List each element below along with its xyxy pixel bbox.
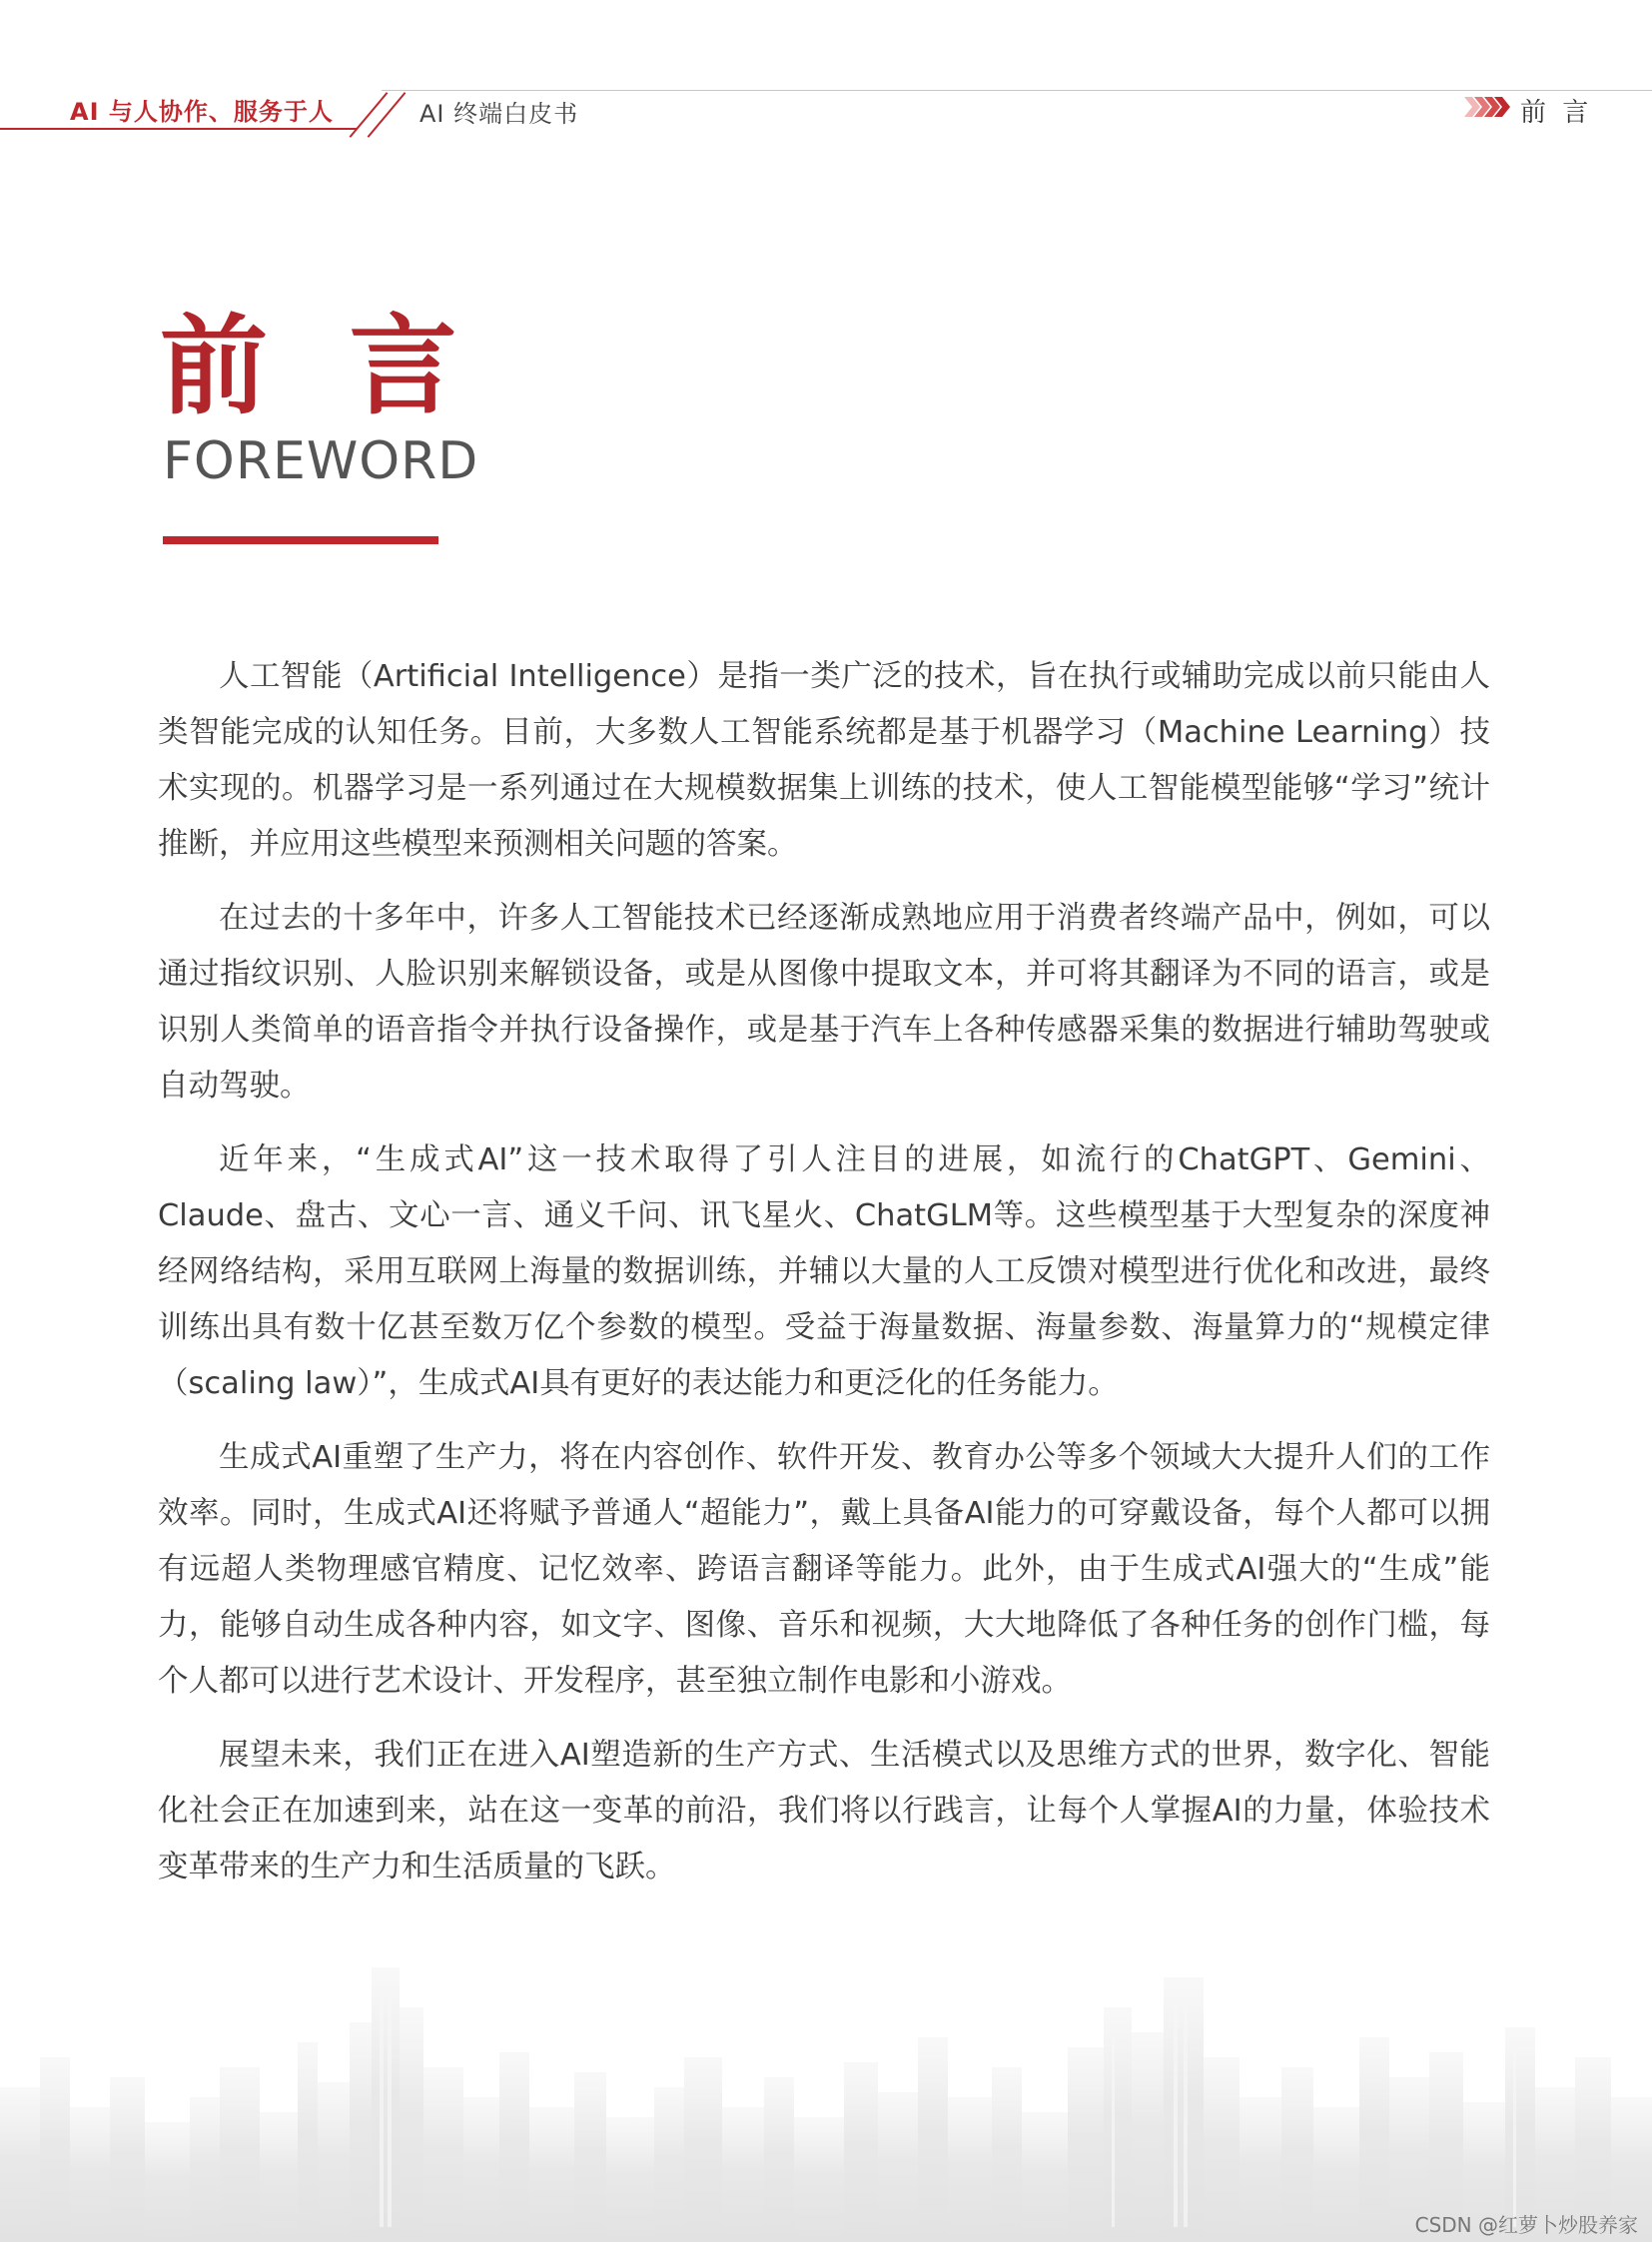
header-slogan: AI 与人协作、服务于人 bbox=[70, 98, 334, 126]
paragraph: 生成式AI重塑了生产力，将在内容创作、软件开发、教育办公等多个领域大大提升人们的工作效率。同时，生成式AI还将赋予普通人“超能力”，戴上具备AI能力的可穿戴设备，每个人都可以拥有远超人类物理感官精度、记忆效率、跨语言翻译等能力。此外，由于生成式AI强大的“生成”能力，能够自动生成各种内容，如文字、图像、音乐和视频，大大地降低了各种任务的创作门槛，每个人都可以进行艺术设计、开发程序，甚至独立制作电影和小游戏。 bbox=[158, 1440, 1490, 1699]
page-title: 前 言 bbox=[160, 305, 479, 429]
header-divider-line bbox=[382, 90, 1652, 91]
header-accent-line bbox=[0, 128, 357, 130]
chevrons-right-icon bbox=[1464, 97, 1512, 117]
paragraph: 展望未来，我们正在进入AI塑造新的生产方式、生活模式以及思维方式的世界，数字化、智能化社会正在加速到来，站在这一变革的前沿，我们将以行践言，让每个人掌握AI的力量，体验技术变革带来的生产力和生活质量的飞跃。 bbox=[158, 1738, 1490, 1884]
header-book-title: AI 终端白皮书 bbox=[419, 100, 579, 128]
paragraph: 人工智能（Artificial Intelligence）是指一类广泛的技术，旨在执行或辅助完成以前只能由人类智能完成的认知任务。目前，大多数人工智能系统都是基于机器学习（Machine Learning）技术实现的。机器学习是一系列通过在大规模数据集上训练的技术，使人工智能模型能够“学习”统计推断，并应用这些模型来预测相关问题的答案。 bbox=[158, 659, 1490, 862]
watermark-text: CSDN @红萝卜炒股养家 bbox=[1414, 2213, 1638, 2237]
paragraph: 近年来，“生成式AI”这一技术取得了引人注目的进展，如流行的ChatGPT、Gemini、Claude、盘古、文心一言、通义千问、讯飞星火、ChatGLM等。这些模型基于大型复杂的深度神经网络结构，采用互联网上海量的数据训练，并辅以大量的人工反馈对模型进行优化和改进，最终训练出具有数十亿甚至数万亿个参数的模型。受益于海量数据、海量参数、海量算力的“规模定律（scaling law）”，生成式AI具有更好的表达能力和更泛化的任务能力。 bbox=[158, 1142, 1490, 1401]
header-section-label: 前 言 bbox=[1520, 98, 1593, 128]
header-slash-decoration bbox=[350, 92, 389, 138]
header-slash-decoration bbox=[368, 92, 407, 138]
page-subtitle: FOREWORD bbox=[163, 431, 479, 491]
city-skyline-image bbox=[0, 1947, 1652, 2242]
title-underline bbox=[163, 536, 438, 544]
page-header bbox=[0, 0, 1652, 140]
paragraph: 在过去的十多年中，许多人工智能技术已经逐渐成熟地应用于消费者终端产品中，例如，可以通过指纹识别、人脸识别来解锁设备，或是从图像中提取文本，并可将其翻译为不同的语言，或是识别人类简单的语音指令并执行设备操作，或是基于汽车上各种传感器采集的数据进行辅助驾驶或自动驾驶。 bbox=[158, 901, 1490, 1104]
body-text bbox=[158, 649, 1490, 1913]
